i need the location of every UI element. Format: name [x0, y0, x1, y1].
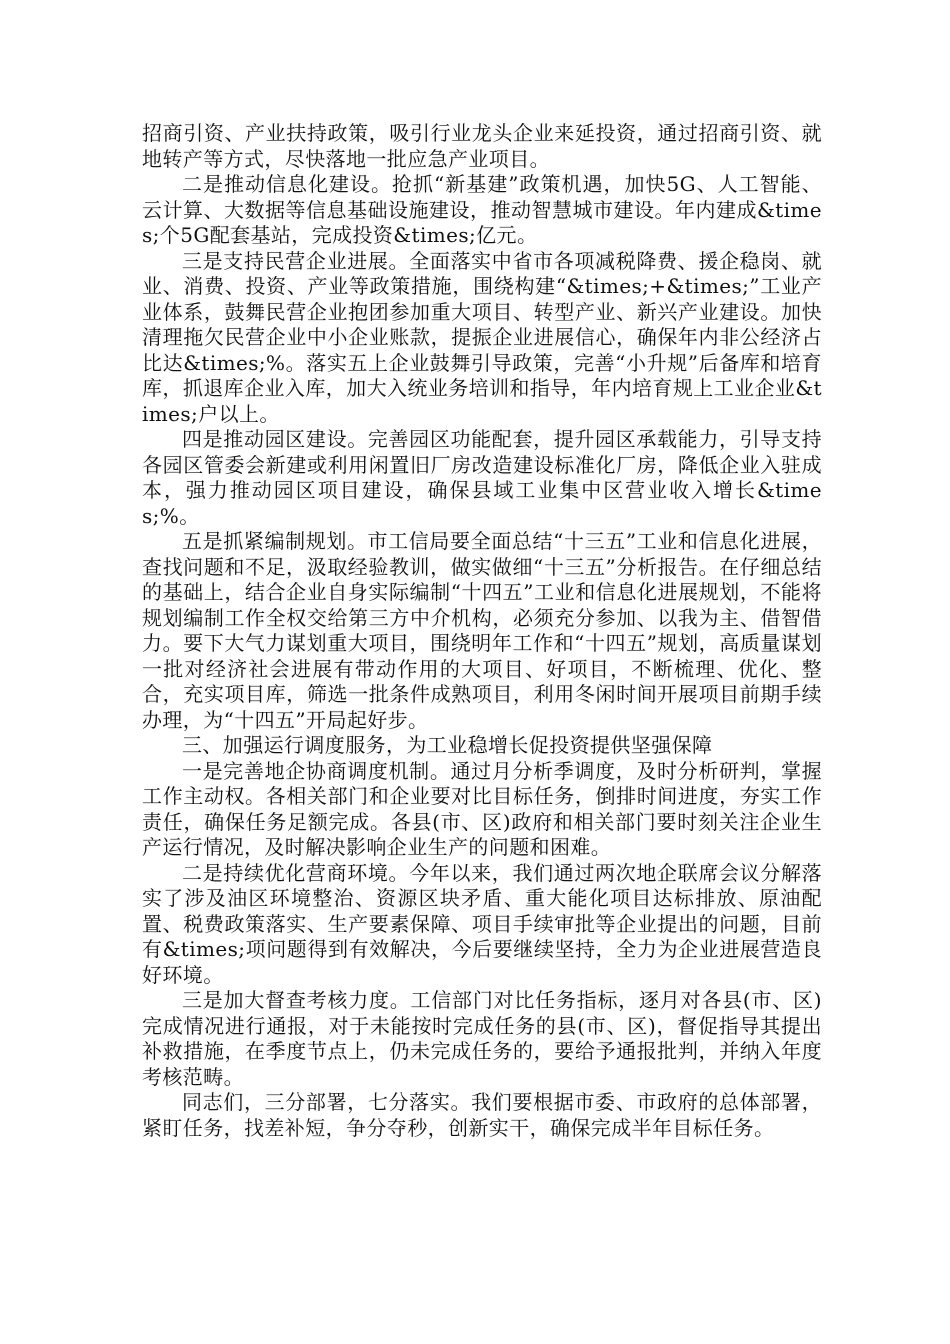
paragraph-closing: 同志们，三分部署，七分落实。我们要根据市委、市政府的总体部署，紧盯任务，找差补短，争分夺秒，创新实干，确保完成半年目标任务。: [142, 1090, 822, 1140]
paragraph-planning: 五是抓紧编制规划。市工信局要全面总结“十三五”工业和信息化进展，查找问题和不足，汲取经验教训，做实做细“十三五”分析报告。在仔细总结的基础上，结合企业自身实际编制“十四五”工业和信息化进展规划，不能将规划编制工作全权交给第三方中介机构，必须充分参加、以我为主、借智借力。要下大气力谋划重大项目，围绕明年工作和“十四五”规划，高质量谋划一批对经济社会进展有带动作用的大项目、好项目，不断梳理、优化、整合，充实项目库，筛选一批条件成熟项目，利用冬闲时间开展项目前期手续办理，为“十四五”开局起好步。: [142, 529, 822, 732]
paragraph-informatization: 二是推动信息化建设。抢抓“新基建”政策机遇，加快5G、人工智能、云计算、大数据等信息基础设施建设，推动智慧城市建设。年内建成&times;个5G配套基站，完成投资&times;亿元。: [142, 172, 822, 247]
section-heading-three: 三、加强运行调度服务，为工业稳增长促投资提供坚强保障: [182, 733, 713, 757]
paragraph-park-construction: 四是推动园区建设。完善园区功能配套，提升园区承载能力，引导支持各园区管委会新建或利用闲置旧厂房改造建设标准化厂房，降低企业入驻成本，强力推动园区项目建设，确保县域工业集中区营业收入增长&times;%。: [142, 427, 822, 528]
paragraph-private-enterprise: 三是支持民营企业进展。全面落实中省市各项减税降费、援企稳岗、就业、消费、投资、产业等政策措施，围绕构建“&times;+&times;”工业产业体系，鼓舞民营企业抱团参加重大项目、转型产业、新兴产业建设。加快清理拖欠民营企业中小企业账款，提振企业进展信心，确保年内非公经济占比达&times;%。落实五上企业鼓舞引导政策，完善“小升规”后备库和培育库，抓退库企业入库，加大入统业务培训和指导，年内培育规上工业企业&times;户以上。: [142, 248, 822, 426]
paragraph-business-environment: 二是持续优化营商环境。今年以来，我们通过两次地企联席会议分解落实了涉及油区环境整治、资源区块矛盾、重大能化项目达标排放、原油配置、税费政策落实、生产要素保障、项目手续审批等企业提出的问题，目前有&times;项问题得到有效解决，今后要继续坚持，全力为企业进展营造良好环境。: [142, 860, 822, 987]
document-body: [142, 121, 822, 1141]
paragraph-continuation: 招商引资、产业扶持政策，吸引行业龙头企业来延投资，通过招商引资、就地转产等方式，尽快落地一批应急产业项目。: [142, 121, 822, 171]
paragraph-supervision: 三是加大督查考核力度。工信部门对比任务指标，逐月对各县(市、区)完成情况进行通报，对于未能按时完成任务的县(市、区)，督促指导其提出补救措施，在季度节点上，仍未完成任务的，要给予通报批判，并纳入年度考核范畴。: [142, 988, 822, 1089]
paragraph-coordination: 一是完善地企协商调度机制。通过月分析季调度，及时分析研判，掌握工作主动权。各相关部门和企业要对比目标任务，倒排时间进度，夯实工作责任，确保任务足额完成。各县(市、区)政府和相关部门要时刻关注企业生产运行情况，及时解决影响企业生产的问题和困难。: [142, 758, 822, 859]
